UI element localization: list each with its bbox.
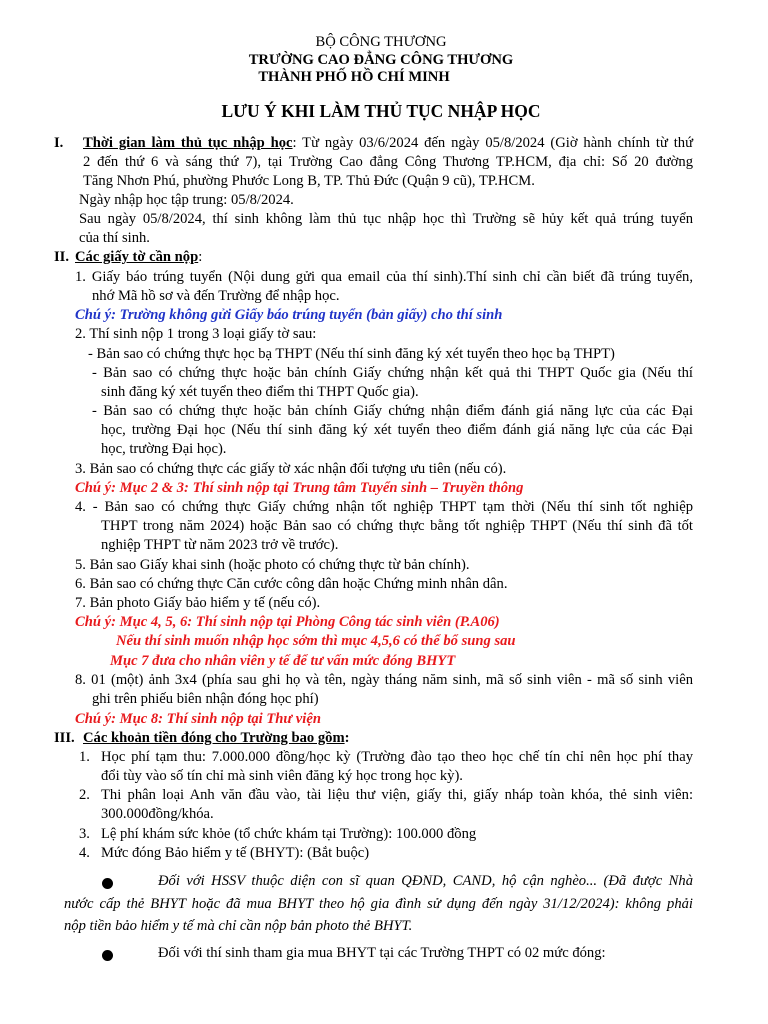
section-1-line1 bbox=[83, 134, 693, 153]
section-2-note3c: Mục 7 đưa cho nhân viên y tế để tư vấn mức đóng BHYT bbox=[110, 653, 456, 669]
bullet-dot-icon bbox=[102, 950, 113, 961]
section-2-item2c-line3: học, trường Đại học). bbox=[101, 441, 227, 457]
section-2-item2a: - Bản sao có chứng thực học bạ THPT (Nếu thí sinh đăng ký xét tuyển theo học bạ THPT) bbox=[88, 346, 615, 362]
page-title: LƯU Ý KHI LÀM THỦ TỤC NHẬP HỌC bbox=[221, 101, 541, 121]
section-1-heading: Thời gian làm thủ tục nhập học bbox=[83, 135, 293, 151]
section-2-note4: Chú ý: Mục 8: Thí sinh nộp tại Thư viện bbox=[75, 711, 321, 727]
fee-item-line2: 300.000đồng/khóa. bbox=[101, 806, 214, 822]
section-2-item7: 7. Bản photo Giấy bảo hiểm y tế (nếu có). bbox=[75, 595, 321, 611]
section-2-note1: Chú ý: Trường không gửi Giấy báo trúng tuyển (bản giấy) cho thí sinh bbox=[75, 307, 503, 323]
section-2-item1-line2: nhớ Mã hồ sơ và đến Trường để nhập học. bbox=[92, 288, 340, 304]
section-1-line2: 2 đến thứ 6 và sáng thứ 7), tại Trường Cao đẳng Công Thương TP.HCM, địa chỉ: Số 20 đường bbox=[83, 154, 693, 170]
bhyt-exempt-line3: nộp tiền bảo hiểm y tế mà chỉ cần nộp bản photo thẻ BHYT. bbox=[64, 918, 413, 934]
school-name-line1: TRƯỜNG CAO ĐẲNG CÔNG THƯƠNG bbox=[248, 52, 514, 68]
section-2-item2: 2. Thí sinh nộp 1 trong 3 loại giấy tờ sau: bbox=[75, 326, 317, 342]
section-2-note3b: Nếu thí sinh muốn nhập học sớm thì mục 4,5,6 có thể bổ sung sau bbox=[116, 633, 516, 649]
section-2-item2c-line1: - Bản sao có chứng thực hoặc bản chính Giấy chứng nhận điểm đánh giá năng lực của các Đại bbox=[92, 403, 693, 419]
section-2-item8-line2: ghi trên phiếu biên nhận đóng học phí) bbox=[92, 691, 319, 707]
section-2-item1-line1: 1. Giấy báo trúng tuyển (Nội dung gửi qua email của thí sinh).Thí sinh chỉ cần biết đã trúng tuyển, bbox=[75, 269, 693, 285]
fee-item-line1: Thi phân loại Anh văn đầu vào, tài liệu thư viện, giấy thi, giấy nháp toàn khóa, thẻ sinh viên: bbox=[101, 787, 693, 803]
section-2-note3: Chú ý: Mục 4, 5, 6: Thí sinh nộp tại Phòng Công tác sinh viên (P.A06) bbox=[75, 614, 500, 630]
section-2-item2b-line1: - Bản sao có chứng thực hoặc bản chính Giấy chứng nhận kết quả thi THPT Quốc gia (Nếu thí bbox=[92, 365, 693, 381]
bhyt-exempt-line2: nước cấp thẻ BHYT hoặc đã mua BHYT theo hộ gia đình sử dụng đến ngày 31/12/2024): không phải bbox=[64, 896, 693, 912]
bullet-dot-icon bbox=[102, 878, 113, 889]
fee-item-line2: đổi tùy vào số tín chỉ mà sinh viên đăng ký học trong học kỳ). bbox=[101, 768, 463, 784]
section-2-item3: 3. Bản sao có chứng thực các giấy tờ xác nhận đối tượng ưu tiên (nếu có). bbox=[75, 461, 507, 477]
section-3-heading: Các khoản tiền đóng cho Trường bao gồm bbox=[83, 730, 345, 746]
section-2-note2: Chú ý: Mục 2 & 3: Thí sinh nộp tại Trung tâm Tuyển sinh – Truyền thông bbox=[75, 480, 524, 496]
section-1-line1-text: : Từ ngày 03/6/2024 đến ngày 05/8/2024 (Giờ hành chính từ thứ bbox=[292, 135, 694, 151]
ministry-name: BỘ CÔNG THƯƠNG bbox=[315, 34, 447, 50]
section-2-heading-line bbox=[75, 248, 202, 267]
section-1-line3: Tăng Nhơn Phú, phường Phước Long B, TP. Thủ Đức (Quận 9 cũ), TP.HCM. bbox=[83, 173, 535, 189]
section-2-item5: 5. Bản sao Giấy khai sinh (hoặc photo có chứng thực từ bản chính). bbox=[75, 557, 470, 573]
section-1-line6: của thí sinh. bbox=[79, 230, 150, 246]
section-2-colon: : bbox=[198, 249, 203, 265]
section-3-number: III. bbox=[54, 730, 75, 746]
fee-item-line1: Mức đóng Bảo hiểm y tế (BHYT): (Bắt buộc) bbox=[101, 845, 370, 861]
fee-item-line1: Học phí tạm thu: 7.000.000 đồng/học kỳ (Trường đào tạo theo học chế tín chỉ nên học phí thay bbox=[101, 749, 693, 765]
bhyt-exempt-line1: Đối với HSSV thuộc diện con sĩ quan QĐND, CAND, hộ cận nghèo... (Đã được Nhà bbox=[158, 873, 693, 889]
section-1-number: I. bbox=[54, 135, 64, 151]
fee-item-line1: Lệ phí khám sức khỏe (tổ chức khám tại Trường): 100.000 đồng bbox=[101, 826, 477, 842]
section-3-colon: : bbox=[344, 730, 350, 746]
section-2-heading: Các giấy tờ cần nộp bbox=[75, 249, 199, 265]
section-2-item4-line2: THPT trong năm 2024) hoặc Bản sao có chứng thực bằng tốt nghiệp THPT (Nếu thí sinh đã tốt bbox=[101, 518, 693, 534]
school-name-line2: THÀNH PHỐ HỒ CHÍ MINH bbox=[258, 69, 450, 85]
section-1-line5: Sau ngày 05/8/2024, thí sinh không làm thủ tục nhập học thì Trường sẽ hủy kết quả trúng tuyển bbox=[79, 211, 693, 227]
bhyt-two-levels: Đối với thí sinh tham gia mua BHYT tại các Trường THPT có 02 mức đóng: bbox=[158, 945, 606, 961]
section-3-heading-line bbox=[83, 729, 349, 748]
fee-item-number: 1. bbox=[79, 749, 90, 765]
section-2-item2b-line2: sinh đăng ký xét tuyển theo điểm thi THPT Quốc gia). bbox=[101, 384, 419, 400]
section-2-number: II. bbox=[54, 249, 70, 265]
section-2-item4-line1: 4. - Bản sao có chứng thực Giấy chứng nhận tốt nghiệp THPT tạm thời (Nếu thí sinh tốt nghiệp bbox=[75, 499, 693, 515]
section-2-item2c-line2: học, trường Đại học (Nếu thí sinh đăng ký xét tuyển theo điểm đánh giá năng lực của các Đại bbox=[101, 422, 693, 438]
fee-item-number: 2. bbox=[79, 787, 90, 803]
fee-item-number: 3. bbox=[79, 826, 90, 842]
section-1-line4: Ngày nhập học tập trung: 05/8/2024. bbox=[79, 192, 294, 208]
section-2-item6: 6. Bản sao có chứng thực Căn cước công dân hoặc Chứng minh nhân dân. bbox=[75, 576, 508, 592]
section-2-item4-line3: nghiệp THPT từ năm 2023 trở về trước). bbox=[101, 537, 339, 553]
section-2-item8-line1: 8. 01 (một) ảnh 3x4 (phía sau ghi họ và tên, ngày tháng năm sinh, mã số sinh viên - mã số sinh viên bbox=[75, 672, 693, 688]
fee-item-number: 4. bbox=[79, 845, 90, 861]
